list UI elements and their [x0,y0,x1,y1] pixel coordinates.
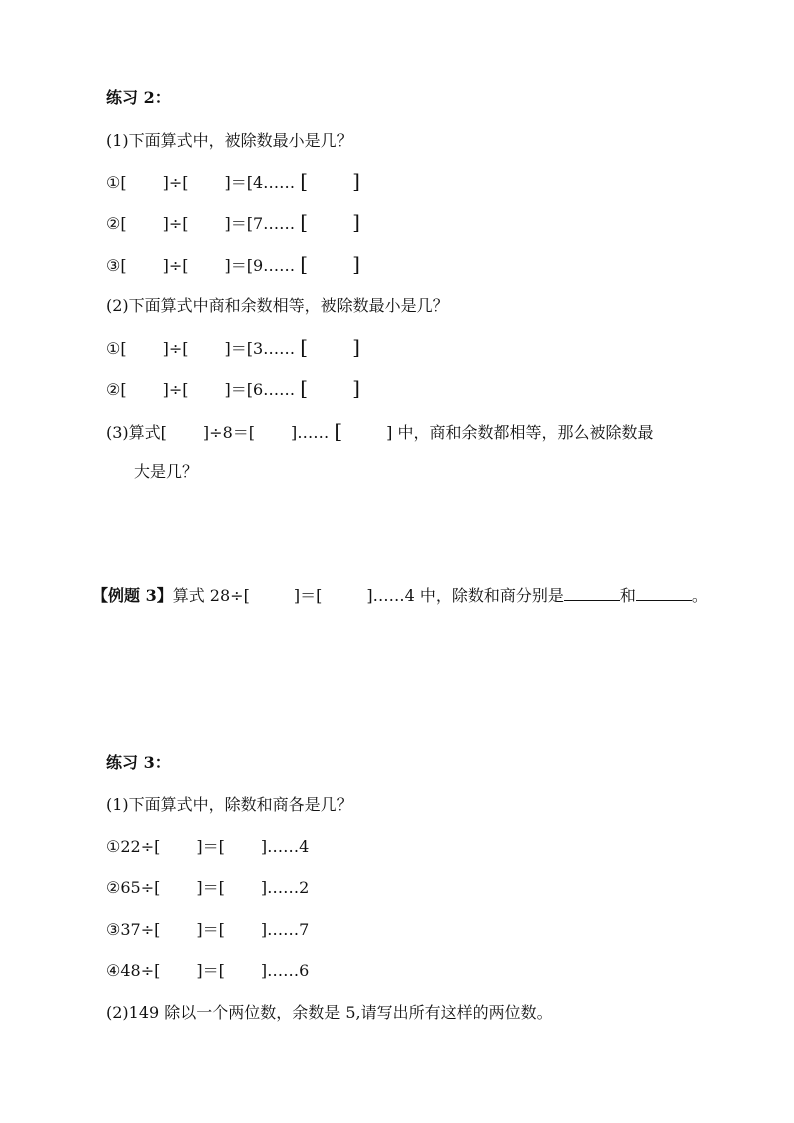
practice-3-q1-item-4: ④48÷[ ]＝[ ]……6 [106,961,310,980]
practice-2-q2-text: (2)下面算式中商和余数相等，被除数最小是几？ [106,296,449,315]
practice-2-q3-line-1: (3)算式[ ]÷8＝[ ]…… [ ] 中，商和余数都相等，那么被除数最 [106,419,654,443]
practice-3-title: 练习 3： [106,753,171,772]
practice-2-q1-item-1: ①[ ]÷[ ]＝[4…… [ ] [106,169,360,193]
answer-blank-1[interactable] [564,586,620,601]
practice-2-q2-item-1: ①[ ]÷[ ]＝[3…… [ ] [106,335,360,359]
practice-3-q2-text: (2)149 除以一个两位数，余数是 5,请写出所有这样的两位数。 [106,1003,553,1022]
practice-3-q1-item-3: ③37÷[ ]＝[ ]……7 [106,920,310,939]
practice-2-q1-item-2: ②[ ]÷[ ]＝[7…… [ ] [106,210,360,234]
answer-blank-2[interactable] [636,586,692,601]
example-3: 【例题 3】算式 28÷[ ]＝[ ]……4 中，除数和商分别是 和 。 [92,586,708,605]
practice-2-q1-text: (1)下面算式中，被除数最小是几？ [106,131,353,150]
practice-2-q1-item-3: ③[ ]÷[ ]＝[9…… [ ] [106,252,360,276]
practice-2-q2-item-2: ②[ ]÷[ ]＝[6…… [ ] [106,376,360,400]
example-3-label: 【例题 3】 [92,586,173,605]
practice-3-q1-text: (1)下面算式中，除数和商各是几？ [106,795,353,814]
practice-3-q1-item-2: ②65÷[ ]＝[ ]……2 [106,878,310,897]
practice-3-q1-item-1: ①22÷[ ]＝[ ]……4 [106,837,310,856]
practice-2-q3-line-2: 大是几？ [134,462,199,481]
practice-2-title: 练习 2： [106,88,171,107]
